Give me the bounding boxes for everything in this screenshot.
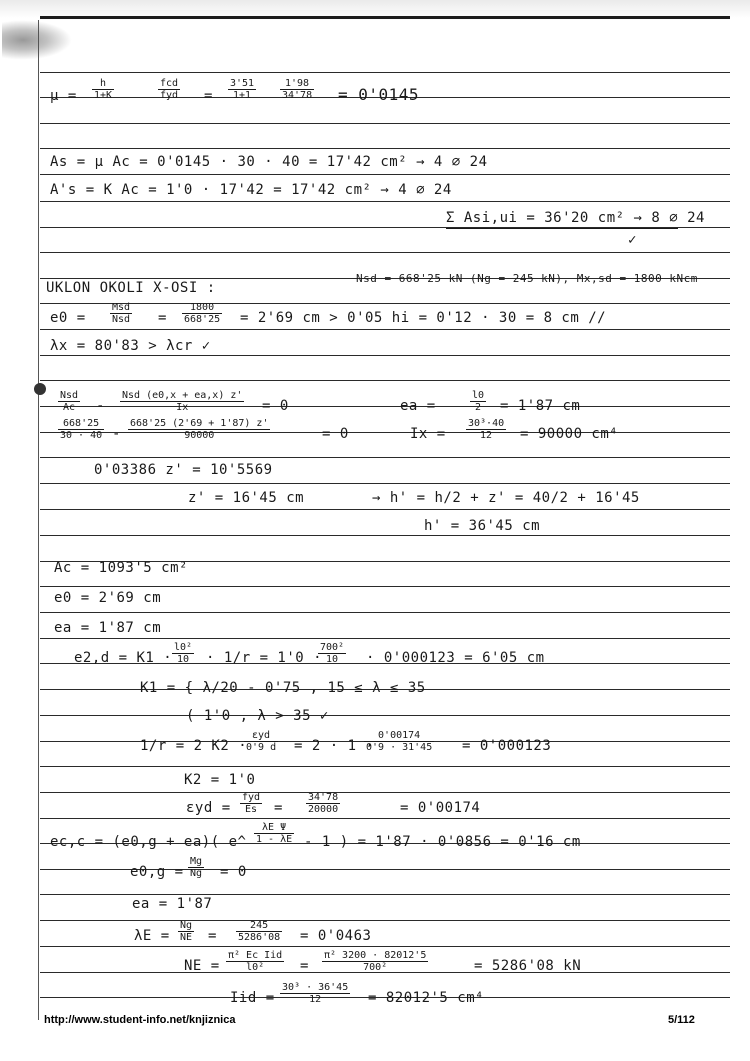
iid-result: = 82012'5 cm⁴ xyxy=(368,990,485,1006)
fraction-numerator: Mg xyxy=(190,856,203,867)
rule-line xyxy=(40,252,730,253)
ecc-lhs: ec,c = (e0,g + ea)( e^ xyxy=(50,834,247,850)
ne-lhs: NE = xyxy=(184,958,220,974)
text-segment: = xyxy=(158,310,167,326)
fraction-denominator: 20000 xyxy=(308,804,339,815)
fraction-denominator: 10 xyxy=(177,654,190,665)
rule-line xyxy=(40,355,730,356)
fraction-denominator: 700² xyxy=(363,962,388,973)
eyd-result: = 0'00174 xyxy=(400,800,481,816)
e2-lhs: e2,d = K1 · xyxy=(74,650,173,666)
fraction-numerator: π² 3200 · 82012'5 xyxy=(324,950,427,961)
rule-line xyxy=(40,638,730,639)
fraction xyxy=(188,856,204,879)
eq1-rhs: = 0 xyxy=(262,398,289,414)
rule-line xyxy=(40,380,730,381)
fraction-denominator: Ac xyxy=(63,402,76,413)
equation-lambda: λx = 80'83 > λcr ✓ xyxy=(50,338,211,354)
scan-smudge xyxy=(2,20,72,60)
text-segment: = xyxy=(274,800,283,816)
fraction-numerator: 1'98 xyxy=(280,78,314,90)
fraction-numerator: 30³·40 xyxy=(468,418,505,429)
punch-hole xyxy=(34,383,46,395)
h-eq1: → h' = h/2 + z' = 40/2 + 16'45 xyxy=(372,490,640,506)
fraction-numerator: 3'51 xyxy=(230,78,255,89)
ea-lhs: ea = xyxy=(400,398,436,414)
fraction-numerator: fyd xyxy=(242,792,261,803)
fraction-numerator: 30³ · 36'45 xyxy=(282,982,349,993)
k2-value: K2 = 1'0 xyxy=(184,772,256,788)
fraction xyxy=(280,982,350,1005)
check-mark: ✓ xyxy=(628,232,637,248)
fraction-numerator: 0'00174 xyxy=(364,730,434,742)
fraction xyxy=(182,302,222,325)
fraction-denominator: 90000 xyxy=(184,430,215,441)
fraction-numerator: π² Ec Iid xyxy=(228,950,283,961)
section-title-uklon: UKLON OKOLI X-OSI : xyxy=(46,280,216,296)
rule-line xyxy=(40,715,730,716)
fraction-denominator: 1+K xyxy=(94,90,113,101)
fraction-numerator: 245 xyxy=(236,920,282,932)
fraction-denominator: 668'25 xyxy=(184,314,221,325)
rule-line xyxy=(40,483,730,484)
fraction-numerator: Nsd xyxy=(60,390,79,401)
equation-as: As = μ Ac = 0'0145 · 30 · 40 = 17'42 cm² → 4 ⌀ 24 xyxy=(50,154,488,170)
ix-result: = 90000 cm⁴ xyxy=(520,426,619,442)
text-segment: = xyxy=(208,928,217,944)
fraction xyxy=(254,822,294,845)
fraction xyxy=(322,950,428,973)
ix-lhs: Ix = xyxy=(410,426,446,442)
equation-as-prime: A's = K Ac = 1'0 · 17'42 = 17'42 cm² → 4 ⌀ 24 xyxy=(50,182,452,198)
fraction-denominator: Nsd xyxy=(112,314,131,325)
fraction-numerator: Nsd (e0,x + ea,x) z' xyxy=(122,390,243,401)
equation-mu-lhs: μ = xyxy=(50,88,77,104)
fraction xyxy=(226,950,284,973)
h-eq2: h' = 36'45 cm xyxy=(424,518,541,534)
fraction xyxy=(236,920,282,943)
ea-value: ea = 1'87 cm xyxy=(54,620,162,636)
k1-case1: K1 = { λ/20 - 0'75 , 15 ≤ λ ≤ 35 xyxy=(140,680,426,696)
fraction xyxy=(58,390,80,413)
rule-line xyxy=(40,535,730,536)
rule-line xyxy=(40,766,730,767)
fraction-denominator: 12 xyxy=(309,994,322,1005)
fraction xyxy=(158,78,180,101)
fraction xyxy=(318,642,346,665)
margin-line xyxy=(38,20,39,1020)
fraction-numerator: Ng xyxy=(180,920,193,931)
fraction-numerator: l0² xyxy=(174,642,193,653)
rule-line xyxy=(40,457,730,458)
fraction-numerator: 700² xyxy=(320,642,345,653)
fraction-numerator: λE Ψ xyxy=(254,822,294,834)
rule-line xyxy=(40,72,730,73)
fraction-denominator: l0² xyxy=(246,962,265,973)
eq2-rhs: = 0 xyxy=(322,426,349,442)
fraction xyxy=(470,390,486,413)
fraction-denominator: Ix xyxy=(176,402,189,413)
fraction-denominator: 34'78 xyxy=(282,90,313,101)
fraction xyxy=(466,418,506,441)
fraction-denominator: 5286'08 xyxy=(238,932,281,943)
page-number: 5/112 xyxy=(668,1014,695,1026)
eyd-lhs: εyd = xyxy=(186,800,231,816)
ecc-result: - 1 ) = 1'87 · 0'0856 = 0'16 cm xyxy=(304,834,581,850)
fraction-denominator: Ng xyxy=(190,868,203,879)
rule-line xyxy=(40,303,730,304)
fraction-denominator: 2 xyxy=(475,402,482,413)
fraction-numerator: 34'78 xyxy=(308,792,339,803)
text-segment: = xyxy=(204,88,213,104)
text-segment: = 2 · 1 · xyxy=(294,738,375,754)
fraction xyxy=(240,792,262,815)
z-eq1: 0'03386 z' = 10'5569 xyxy=(94,462,273,478)
fraction-numerator: fcd xyxy=(160,78,179,89)
rule-line xyxy=(40,509,730,510)
fraction-numerator: l0 xyxy=(472,390,485,401)
fraction xyxy=(244,730,278,753)
le-result: = 0'0463 xyxy=(300,928,372,944)
fraction-numerator: εyd xyxy=(244,730,278,742)
ea-result: = 1'87 cm xyxy=(500,398,581,414)
text-segment: = xyxy=(300,958,309,974)
fraction xyxy=(128,418,270,441)
rule-line xyxy=(40,586,730,587)
rule-line xyxy=(40,792,730,793)
fraction-numerator: 668'25 xyxy=(58,418,104,430)
iid-lhs: Iid = xyxy=(230,990,275,1006)
fraction-denominator: 0'9 · 31'45 xyxy=(366,742,433,753)
e0-lhs: e0 = xyxy=(50,310,86,326)
fraction-denominator: NE xyxy=(180,932,193,943)
text-segment: - xyxy=(96,398,105,414)
rule-line xyxy=(40,946,730,947)
ne-result: = 5286'08 kN xyxy=(474,958,582,974)
z-eq2: z' = 16'45 cm xyxy=(188,490,305,506)
fraction-numerator: h xyxy=(92,78,114,90)
fraction-denominator: fyd xyxy=(160,90,179,101)
k1-case2: ( 1'0 , λ > 35 ✓ xyxy=(186,708,329,724)
text-segment: · 1/r = 1'0 · xyxy=(206,650,323,666)
footer-url[interactable]: http://www.student-info.net/knjiznica xyxy=(44,1014,236,1026)
mu-result: = 0'0145 xyxy=(338,85,420,104)
r-result: = 0'000123 xyxy=(462,738,552,754)
equation-sum: Σ Asi,ui = 36'20 cm² → 8 ⌀ 24 xyxy=(446,210,705,226)
fraction-denominator: Es xyxy=(245,804,258,815)
rule-line xyxy=(40,612,730,613)
fraction xyxy=(92,78,114,101)
fraction-denominator: 30 · 40 xyxy=(60,430,103,441)
rule-line xyxy=(40,920,730,921)
rule-line xyxy=(40,148,730,149)
eog-result: = 0 xyxy=(220,864,247,880)
e0-value: e0 = 2'69 cm xyxy=(54,590,162,606)
fraction-denominator: 12 xyxy=(480,430,493,441)
le-lhs: λE = xyxy=(134,928,170,944)
eog-lhs: e0,g = xyxy=(130,864,184,880)
fraction xyxy=(58,418,104,441)
fraction xyxy=(172,642,194,665)
r-lhs: 1/r = 2 K2 · xyxy=(140,738,248,754)
rule-line xyxy=(40,818,730,819)
fraction xyxy=(364,730,434,753)
fraction-denominator: 1 - λE xyxy=(256,834,293,845)
rule-line xyxy=(40,201,730,202)
rule-line xyxy=(40,174,730,175)
ac-value: Ac = 1093'5 cm² xyxy=(54,560,188,576)
fraction xyxy=(306,792,340,815)
fraction xyxy=(280,78,314,101)
fraction xyxy=(228,78,256,101)
fraction-denominator: 10 xyxy=(326,654,339,665)
sum-underline xyxy=(446,228,678,229)
fraction xyxy=(178,920,194,943)
fraction-denominator: 1+1 xyxy=(233,90,252,101)
top-rule xyxy=(40,16,730,19)
fraction-numerator: Msd xyxy=(112,302,131,313)
e0-result: = 2'69 cm > 0'05 hi = 0'12 · 30 = 8 cm // xyxy=(240,310,607,326)
rule-line xyxy=(40,123,730,124)
uklon-loads: Nsd = 668'25 kN (Ng = 245 kN), Mx,sd = 1800 kNcm xyxy=(356,272,698,285)
fraction xyxy=(120,390,244,413)
ea-value-2: ea = 1'87 xyxy=(132,896,213,912)
rule-line xyxy=(40,894,730,895)
e2-result: · 0'000123 = 6'05 cm xyxy=(366,650,545,666)
rule-line xyxy=(40,329,730,330)
fraction-numerator: 1800 xyxy=(182,302,222,314)
fraction xyxy=(110,302,132,325)
fraction-numerator: 668'25 (2'69 + 1'87) z' xyxy=(130,418,269,429)
fraction-denominator: 0'9 d xyxy=(246,742,277,753)
text-segment: - xyxy=(112,426,121,442)
